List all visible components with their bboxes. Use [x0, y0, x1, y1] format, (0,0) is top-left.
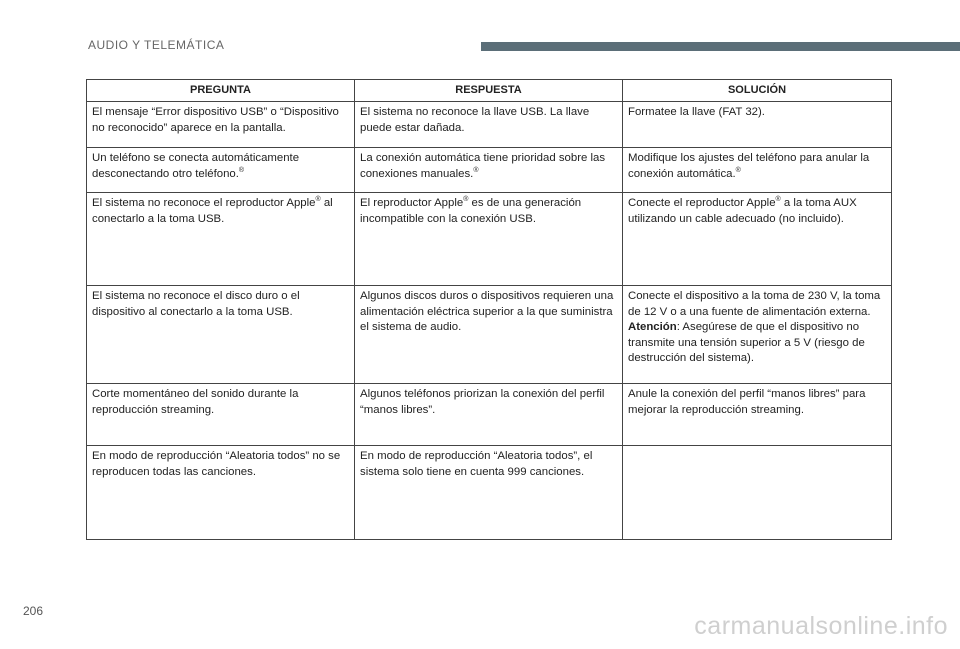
column-header-answer: RESPUESTA [355, 80, 623, 102]
solution-cell [623, 446, 892, 540]
section-header-bar [481, 42, 960, 51]
column-header-question: PREGUNTA [87, 80, 355, 102]
registered-mark: ® [238, 166, 245, 174]
warning-note [628, 320, 886, 367]
table-row [87, 286, 892, 384]
question-cell: En modo de reproducción “Aleatoria todos” no se reproducen todas las canciones. [87, 446, 355, 540]
answer-text: El reproductor Apple [360, 197, 464, 209]
solution-cell: Formatee la llave (FAT 32). [623, 102, 892, 148]
solution-text: Conecte el reproductor Apple [628, 197, 776, 209]
answer-cell: El sistema no reconoce la llave USB. La llave puede estar dañada. [355, 102, 623, 148]
answer-cell [355, 148, 623, 193]
table-header-row [87, 80, 892, 102]
solution-cell [623, 286, 892, 384]
table-row [87, 148, 892, 193]
answer-text-cont: es de una generación incompatible con la conexión USB. [360, 197, 582, 225]
registered-mark: ® [735, 166, 741, 174]
solution-cell: Anule la conexión del perfil “manos libres” para mejorar la reproducción streaming. [623, 384, 892, 446]
answer-cell: En modo de reproducción “Aleatoria todos”, el sistema solo tiene en cuenta 999 canciones. [355, 446, 623, 540]
warning-text: : Asegúrese de que el dispositivo no transmite una tensión superior a 5 V (riesgo de destrucción del sistema). [628, 321, 865, 364]
watermark: carmanualsonline.info [694, 612, 948, 640]
table-row [87, 384, 892, 446]
solution-text-cont: a la toma AUX utilizando un cable adecuado (no incluido). [628, 197, 857, 225]
warning-label: Atención [628, 321, 677, 333]
registered-mark: ® [473, 166, 479, 174]
solution-text: Modifique los ajustes del teléfono para anular la conexión automática. [628, 152, 870, 180]
question-cell [87, 193, 355, 286]
column-header-solution: SOLUCIÓN [623, 80, 892, 102]
faq-table [86, 79, 892, 540]
table-row [87, 193, 892, 286]
question-text-cont: al conectarlo a la toma USB. [92, 197, 333, 225]
solution-cell [623, 148, 892, 193]
table-row [87, 446, 892, 540]
solution-cell [623, 193, 892, 286]
answer-text: La conexión automática tiene prioridad sobre las conexiones manuales. [360, 152, 606, 180]
registered-mark: ® [463, 196, 469, 204]
question-cell [87, 148, 355, 193]
answer-cell: Algunos teléfonos priorizan la conexión del perfil “manos libres”. [355, 384, 623, 446]
question-cell: Corte momentáneo del sonido durante la reproducción streaming. [87, 384, 355, 446]
section-title: AUDIO Y TELEMÁTICA [88, 38, 225, 52]
table-row [87, 102, 892, 148]
registered-mark: ® [775, 196, 781, 204]
question-cell: El mensaje “Error dispositivo USB” o “Dispositivo no reconocido” aparece en la pantalla. [87, 102, 355, 148]
answer-cell: Algunos discos duros o dispositivos requieren una alimentación eléctrica superior a la que suministra el sistema de audio. [355, 286, 623, 384]
registered-mark: ® [315, 196, 321, 204]
page-number: 206 [23, 604, 44, 618]
solution-text: Conecte el dispositivo a la toma de 230 V, la toma de 12 V o a una fuente de alimentación externa. [628, 290, 881, 318]
question-cell: El sistema no reconoce el disco duro o el dispositivo al conectarlo a la toma USB. [87, 286, 355, 384]
answer-cell [355, 193, 623, 286]
question-text: Un teléfono se conecta automáticamente desconectando otro teléfono. [92, 152, 300, 180]
question-text: El sistema no reconoce el reproductor Apple [92, 197, 316, 209]
